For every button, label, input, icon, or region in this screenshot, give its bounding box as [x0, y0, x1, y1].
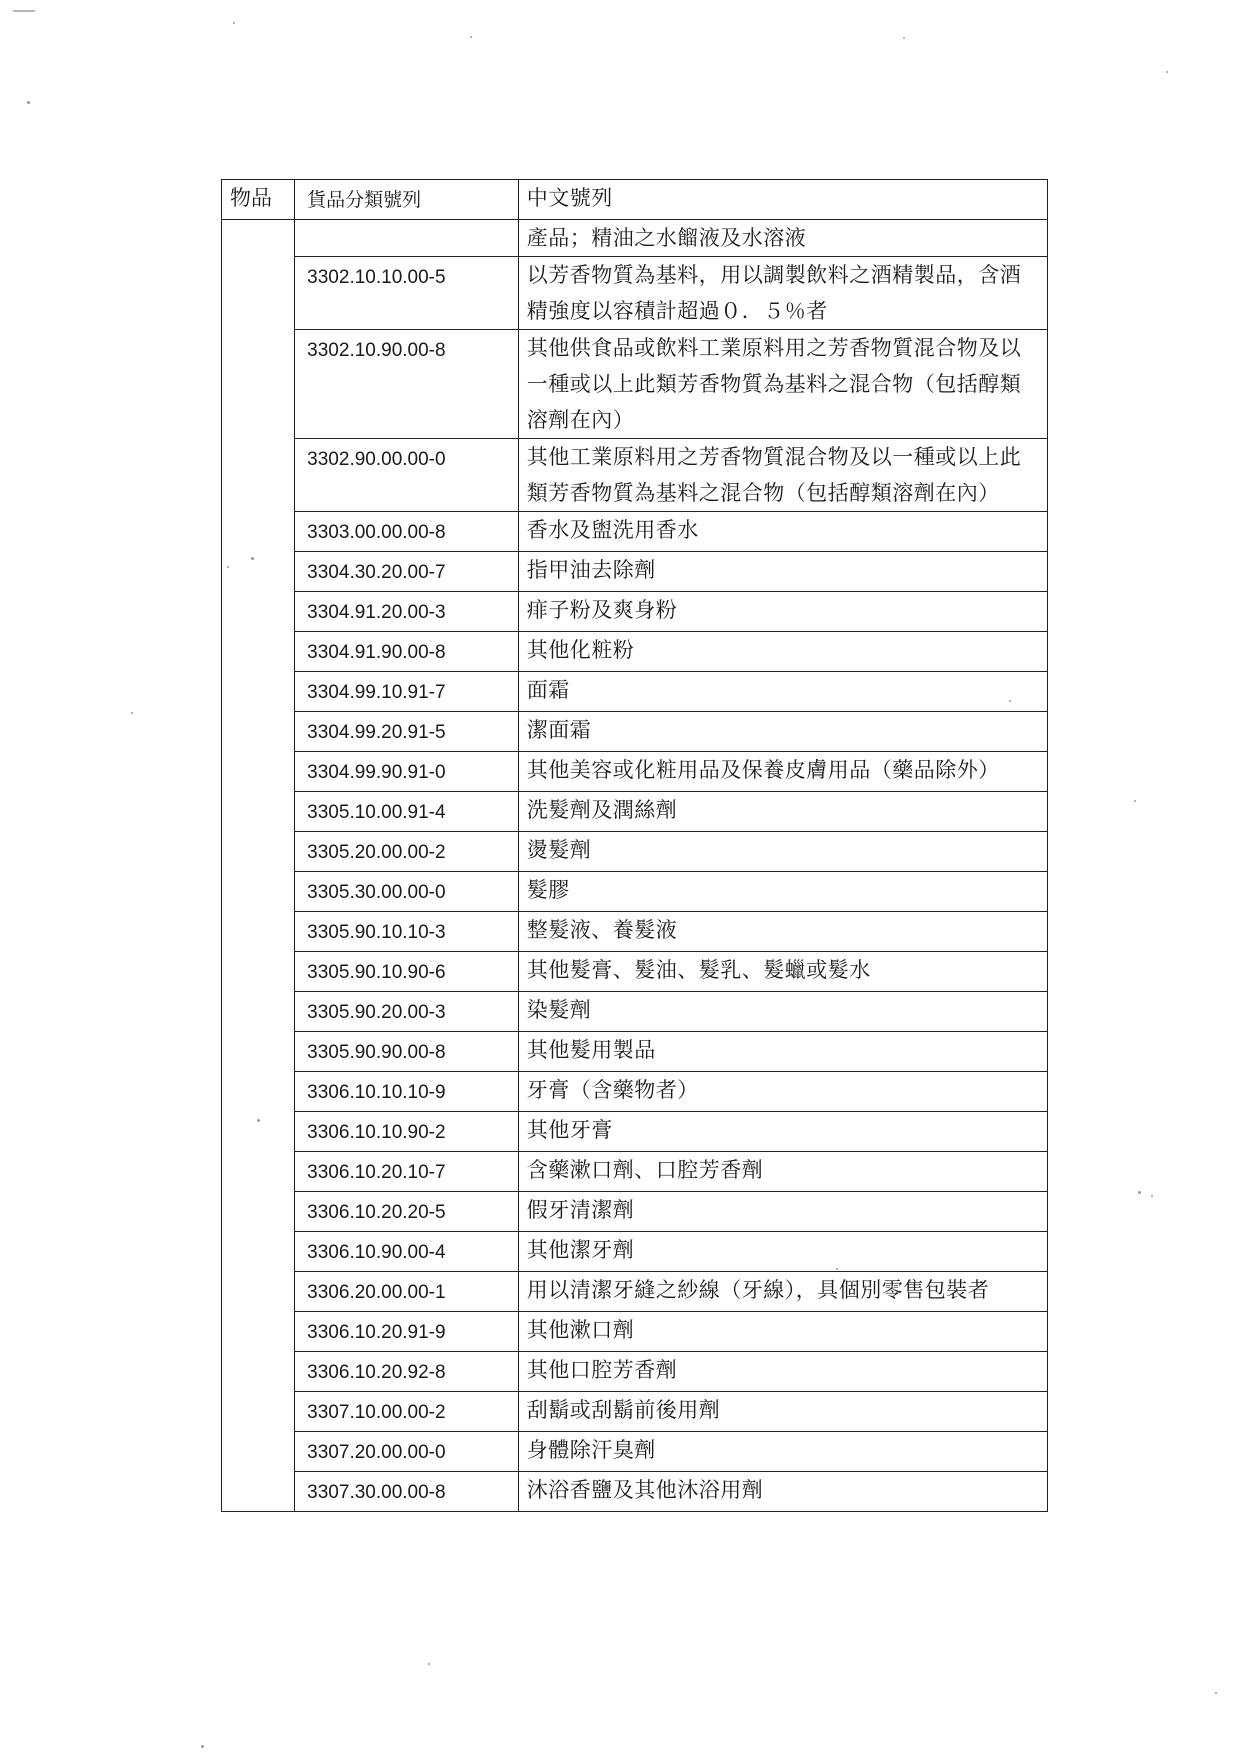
tariff-code-cell: 3306.20.00.00-1 — [295, 1272, 519, 1312]
table-row — [222, 257, 1048, 330]
tariff-code-cell: 3306.10.10.10-9 — [295, 1072, 519, 1112]
table-row — [222, 330, 1048, 439]
table-row — [222, 1192, 1048, 1232]
table-row — [222, 552, 1048, 592]
tariff-code-cell: 3304.99.20.91-5 — [295, 712, 519, 752]
chinese-description-cell: 指甲油去除劑 — [518, 552, 1047, 592]
table-row — [222, 1072, 1048, 1112]
table-row — [222, 220, 1048, 257]
table-row — [222, 1392, 1048, 1432]
chinese-description-cell: 潔面霜 — [518, 712, 1047, 752]
table-row — [222, 712, 1048, 752]
table-row — [222, 792, 1048, 832]
tariff-code-cell: 3304.30.20.00-7 — [295, 552, 519, 592]
tariff-code-cell: 3306.10.20.92-8 — [295, 1352, 519, 1392]
chinese-description-cell: 燙髮劑 — [518, 832, 1047, 872]
tariff-code-cell: 3302.90.00.00-0 — [295, 439, 519, 512]
chinese-description-cell: 假牙清潔劑 — [518, 1192, 1047, 1232]
item-cell — [222, 220, 295, 1512]
table-row — [222, 632, 1048, 672]
table-row — [222, 952, 1048, 992]
chinese-description-cell: 含藥漱口劑、口腔芳香劑 — [518, 1152, 1047, 1192]
table-row — [222, 1112, 1048, 1152]
table-row — [222, 1032, 1048, 1072]
tariff-code-cell: 3306.10.90.00-4 — [295, 1232, 519, 1272]
table-row — [222, 752, 1048, 792]
table-row — [222, 1232, 1048, 1272]
tariff-code-cell — [295, 220, 519, 257]
tariff-code-cell: 3305.90.20.00-3 — [295, 992, 519, 1032]
chinese-description-cell: 染髮劑 — [518, 992, 1047, 1032]
table-row — [222, 592, 1048, 632]
chinese-description-cell: 其他漱口劑 — [518, 1312, 1047, 1352]
chinese-description-cell: 其他工業原料用之芳香物質混合物及以一種或以上此類芳香物質為基料之混合物（包括醇類溶劑在內） — [518, 439, 1047, 512]
tariff-code-cell: 3305.90.10.90-6 — [295, 952, 519, 992]
chinese-description-cell: 以芳香物質為基料，用以調製飲料之酒精製品，含酒精強度以容積計超過０．５％者 — [518, 257, 1047, 330]
tariff-code-cell: 3305.90.90.00-8 — [295, 1032, 519, 1072]
tariff-code-cell: 3305.10.00.91-4 — [295, 792, 519, 832]
tariff-code-cell: 3302.10.90.00-8 — [295, 330, 519, 439]
header-item: 物品 — [222, 180, 295, 220]
tariff-code-cell: 3305.20.00.00-2 — [295, 832, 519, 872]
tariff-code-cell: 3306.10.20.10-7 — [295, 1152, 519, 1192]
table-row — [222, 1272, 1048, 1312]
tariff-code-cell: 3304.99.90.91-0 — [295, 752, 519, 792]
table-row — [222, 992, 1048, 1032]
header-desc: 中文號列 — [518, 180, 1047, 220]
goods-classification-table — [221, 179, 1048, 1512]
header-code: 貨品分類號列 — [295, 180, 519, 220]
tariff-code-cell: 3307.10.00.00-2 — [295, 1392, 519, 1432]
tariff-code-cell: 3306.10.20.91-9 — [295, 1312, 519, 1352]
tariff-code-cell: 3304.91.90.00-8 — [295, 632, 519, 672]
chinese-description-cell: 刮鬍或刮鬍前後用劑 — [518, 1392, 1047, 1432]
chinese-description-cell: 整髮液、養髮液 — [518, 912, 1047, 952]
chinese-description-cell: 其他美容或化粧用品及保養皮膚用品（藥品除外） — [518, 752, 1047, 792]
chinese-description-cell: 其他髮用製品 — [518, 1032, 1047, 1072]
chinese-description-cell: 其他牙膏 — [518, 1112, 1047, 1152]
chinese-description-cell: 其他化粧粉 — [518, 632, 1047, 672]
table-row — [222, 1312, 1048, 1352]
table-row — [222, 1152, 1048, 1192]
chinese-description-cell: 牙膏（含藥物者） — [518, 1072, 1047, 1112]
table-row — [222, 832, 1048, 872]
table-header-row — [222, 180, 1048, 220]
tariff-code-cell: 3304.91.20.00-3 — [295, 592, 519, 632]
tariff-code-cell: 3305.30.00.00-0 — [295, 872, 519, 912]
chinese-description-cell: 身體除汗臭劑 — [518, 1432, 1047, 1472]
table-row — [222, 912, 1048, 952]
table-row — [222, 872, 1048, 912]
chinese-description-cell: 產品；精油之水餾液及水溶液 — [518, 220, 1047, 257]
tariff-code-cell: 3306.10.20.20-5 — [295, 1192, 519, 1232]
chinese-description-cell: 其他口腔芳香劑 — [518, 1352, 1047, 1392]
tariff-code-cell: 3305.90.10.10-3 — [295, 912, 519, 952]
chinese-description-cell: 其他髮膏、髮油、髮乳、髮蠟或髮水 — [518, 952, 1047, 992]
table-row — [222, 1472, 1048, 1512]
chinese-description-cell: 用以清潔牙縫之紗線（牙線），具個別零售包裝者 — [518, 1272, 1047, 1312]
chinese-description-cell: 洗髮劑及潤絲劑 — [518, 792, 1047, 832]
chinese-description-cell: 其他供食品或飲料工業原料用之芳香物質混合物及以一種或以上此類芳香物質為基料之混合物（包括醇類溶劑在內） — [518, 330, 1047, 439]
chinese-description-cell: 香水及盥洗用香水 — [518, 512, 1047, 552]
tariff-code-cell: 3307.20.00.00-0 — [295, 1432, 519, 1472]
tariff-code-cell: 3303.00.00.00-8 — [295, 512, 519, 552]
tariff-code-cell: 3306.10.10.90-2 — [295, 1112, 519, 1152]
chinese-description-cell: 面霜 — [518, 672, 1047, 712]
table-row — [222, 439, 1048, 512]
table-row — [222, 672, 1048, 712]
tariff-code-cell: 3302.10.10.00-5 — [295, 257, 519, 330]
table-row — [222, 1352, 1048, 1392]
chinese-description-cell: 沐浴香鹽及其他沐浴用劑 — [518, 1472, 1047, 1512]
chinese-description-cell: 髮膠 — [518, 872, 1047, 912]
table-row — [222, 1432, 1048, 1472]
tariff-code-cell: 3307.30.00.00-8 — [295, 1472, 519, 1512]
table-row — [222, 512, 1048, 552]
chinese-description-cell: 其他潔牙劑 — [518, 1232, 1047, 1272]
chinese-description-cell: 痱子粉及爽身粉 — [518, 592, 1047, 632]
tariff-code-cell: 3304.99.10.91-7 — [295, 672, 519, 712]
